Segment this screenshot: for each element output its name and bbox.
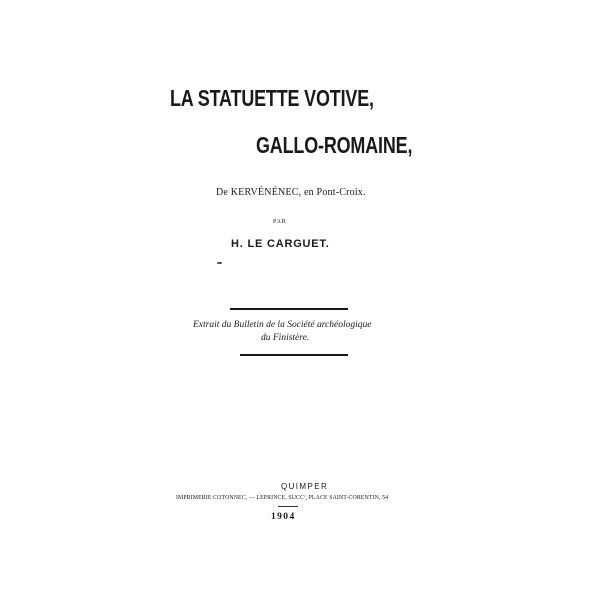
- imprint-year: 1904: [271, 512, 296, 522]
- extract-note-line-1: Extrait du Bulletin de la Société archéologique: [193, 320, 372, 330]
- by-label: PAR: [273, 219, 287, 225]
- title-line-1: LA STATUETTE VOTIVE,: [170, 85, 374, 111]
- year-divider: [278, 506, 298, 507]
- imprint-printer: IMPRIMERIE COTONNEC, — LEPRINCE, SUCCʳ, PLACE SAINT-CORENTIN, 54: [176, 494, 389, 501]
- bottom-divider: [240, 354, 348, 356]
- extract-note-line-2: du Finistère.: [261, 333, 310, 343]
- subtitle-location: De KERVÉNÉNEC, en Pont-Croix.: [216, 187, 366, 198]
- title-line-2: GALLO-ROMAINE,: [256, 132, 413, 158]
- print-speck: [217, 262, 222, 264]
- top-divider: [230, 308, 348, 310]
- author-name: H. LE CARGUET.: [231, 238, 330, 250]
- imprint-city: QUIMPER: [281, 482, 329, 491]
